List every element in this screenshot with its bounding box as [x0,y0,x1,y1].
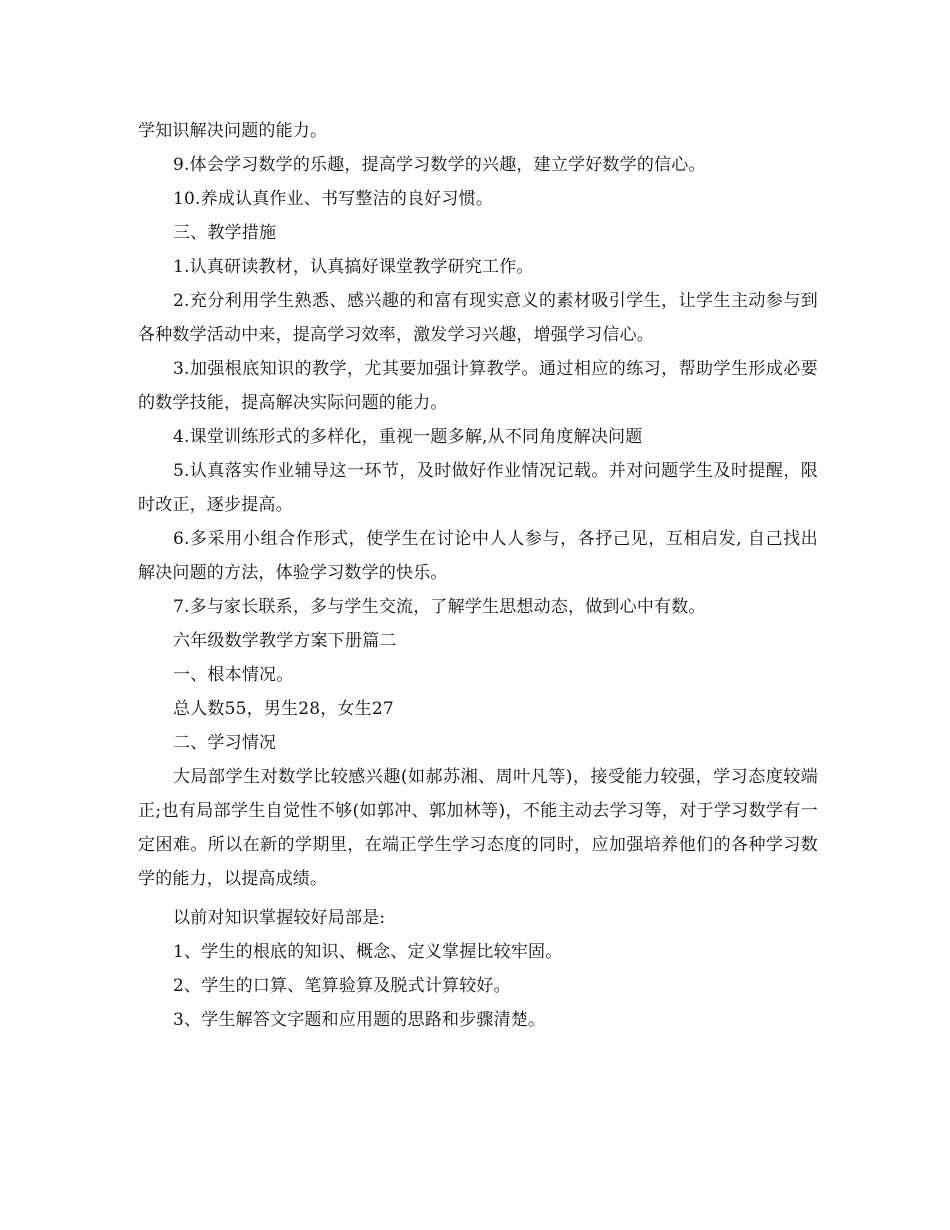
paragraph-measure-6: 6.多采用小组合作形式，使学生在讨论中人人参与，各抒己见，互相启发, 自己找出解决问题的方法，体验学习数学的快乐。 [138,529,818,583]
paragraph-measure-7: 7.多与家长联系，多与学生交流，了解学生思想动态，做到心中有数。 [173,597,706,617]
section-heading-teaching-measures: 三、教学措施 [173,223,277,243]
paragraph-learning-status: 大局部学生对数学比较感兴趣(如郝苏湘、周叶凡等)，接受能力较强，学习态度较端正;也有局部学生自觉性不够(如郭冲、郭加林等)，不能主动去学习等，对于学习数学有一定困难。所以在新的学期里，在端正学生学习态度的同时，应加强培养他们的各种学习数学的能力，以提高成绩。 [138,767,818,889]
paragraph-student-count: 总人数55，男生28，女生27 [173,699,394,719]
document-body [138,114,818,1037]
paragraph-continuation: 学知识解决问题的能力。 [138,121,328,141]
document-subtitle: 六年级数学教学方案下册篇二 [173,631,397,651]
paragraph-goal-9: 9.体会学习数学的乐趣，提高学习数学的兴趣，建立学好数学的信心。 [173,155,706,175]
paragraph-strength-2: 2、学生的口算、笔算验算及脱式计算较好。 [173,976,511,996]
paragraph-strength-3: 3、学生解答文字题和应用题的思路和步骤清楚。 [173,1010,546,1030]
paragraph-measure-2: 2.充分利用学生熟悉、感兴趣的和富有现实意义的素材吸引学生，让学生主动参与到各种数学活动中来，提高学习效率，激发学习兴趣，增强学习信心。 [138,291,818,345]
paragraph-strength-1: 1、学生的根底的知识、概念、定义掌握比较牢固。 [173,942,563,962]
paragraph-measure-5: 5.认真落实作业辅导这一环节，及时做好作业情况记载。并对问题学生及时提醒，限时改正，逐步提高。 [138,461,818,515]
paragraph-goal-10: 10.养成认真作业、书写整洁的良好习惯。 [173,189,494,209]
paragraph-measure-4: 4.课堂训练形式的多样化，重视一题多解,从不同角度解决问题 [173,427,643,447]
paragraph-measure-1: 1.认真研读教材，认真搞好课堂教学研究工作。 [173,257,534,277]
paragraph-measure-3: 3.加强根底知识的教学，尤其要加强计算教学。通过相应的练习，帮助学生形成必要的数学技能，提高解决实际问题的能力。 [138,359,818,413]
section-heading-learning-status: 二、学习情况 [173,733,277,753]
paragraph-strengths-intro: 以前对知识掌握较好局部是: [173,908,386,928]
section-heading-basic-info: 一、根本情况。 [173,665,294,685]
